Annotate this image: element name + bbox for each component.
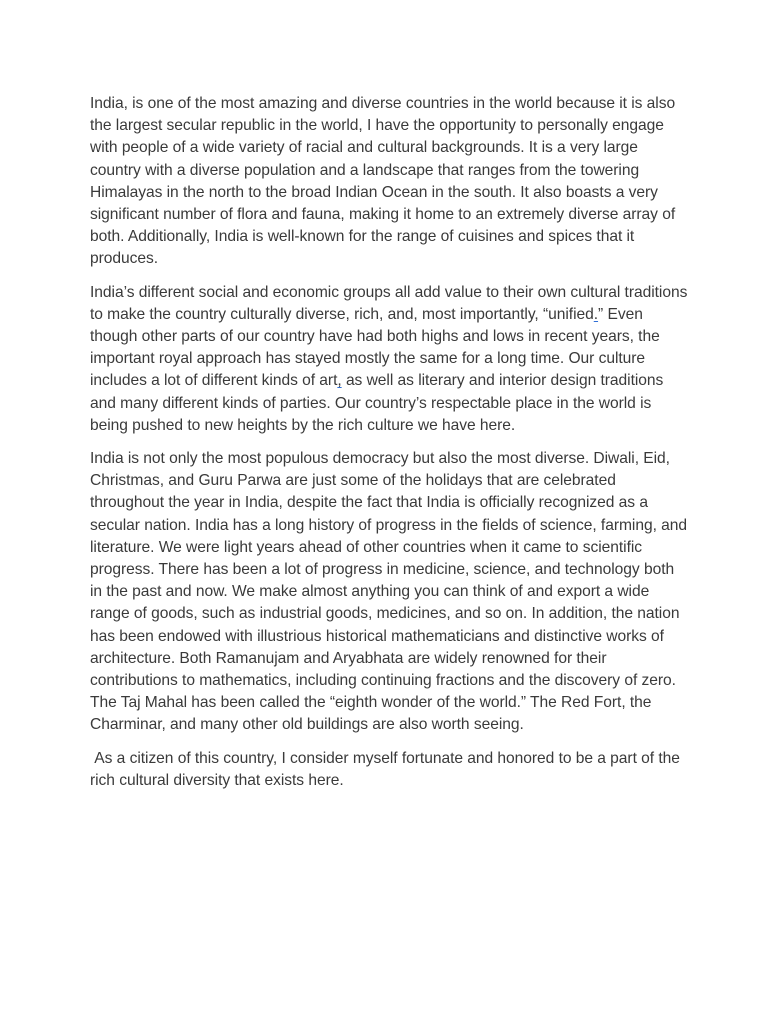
paragraph-1	[90, 93, 690, 271]
underlined-mark: ,	[337, 372, 342, 390]
paragraph-text: India, is one of the most amazing and diverse countries in the world because it is also the largest secular republic in the world, I have the opportunity to personally engage with people of a wide variety of racial and cultural backgrounds. It is a very large country with a diverse population and a landscape that ranges from the towering Himalayas in the north to the broad Indian Ocean in the south. It also boasts a very significant number of flora and fauna, making it home to an extremely diverse array of both. Additionally, India is well-known for the range of cuisines and spices that it produces.	[90, 95, 680, 268]
paragraph-text: As a citizen of this country, I consider myself fortunate and honored to be a part of the rich cultural diversity that exists here.	[90, 749, 685, 789]
paragraph-text: India’s different social and economic groups all add value to their own cultural traditions to make the country culturally diverse, rich, and, most importantly, “unified	[90, 283, 692, 323]
document-body	[90, 93, 690, 803]
underlined-mark: .	[593, 305, 599, 323]
paragraph-3	[90, 448, 690, 737]
paragraph-text: as well as literary and interior design traditions and many different kinds of parties. Our country’s respectable place in the world is being pushed to new heights by the rich culture we have here.	[90, 372, 668, 434]
paragraph-2	[90, 282, 690, 437]
paragraph-text: ” Even though other parts of our country have had both highs and lows in recent years, the important royal approach has stayed mostly the same for a long time. Our culture includes a lot of different kinds of art	[90, 305, 665, 390]
paragraph-4	[90, 748, 690, 792]
paragraph-text: India is not only the most populous democracy but also the most diverse. Diwali, Eid, Christmas, and Guru Parwa are just some of the holidays that are celebrated throughout the year in India, despite the fact that India is officially recognized as a secular nation. India has a long history of progress in the fields of science, farming, and literature. We were light years ahead of other countries when it came to scientific progress. There has been a lot of progress in medicine, science, and technology both in the past and now. We make almost anything you can think of and export a wide range of goods, such as industrial goods, medicines, and so on. In addition, the nation has been endowed with illustrious historical mathematicians and distinctive works of architecture. Both Ramanujam and Aryabhata are widely renowned for their contributions to mathematics, including continuing fractions and the discovery of zero. The Taj Mahal has been called the “eighth wonder of the world.” The Red Fort, the Charminar, and many other old buildings are also worth seeing.	[90, 450, 692, 734]
